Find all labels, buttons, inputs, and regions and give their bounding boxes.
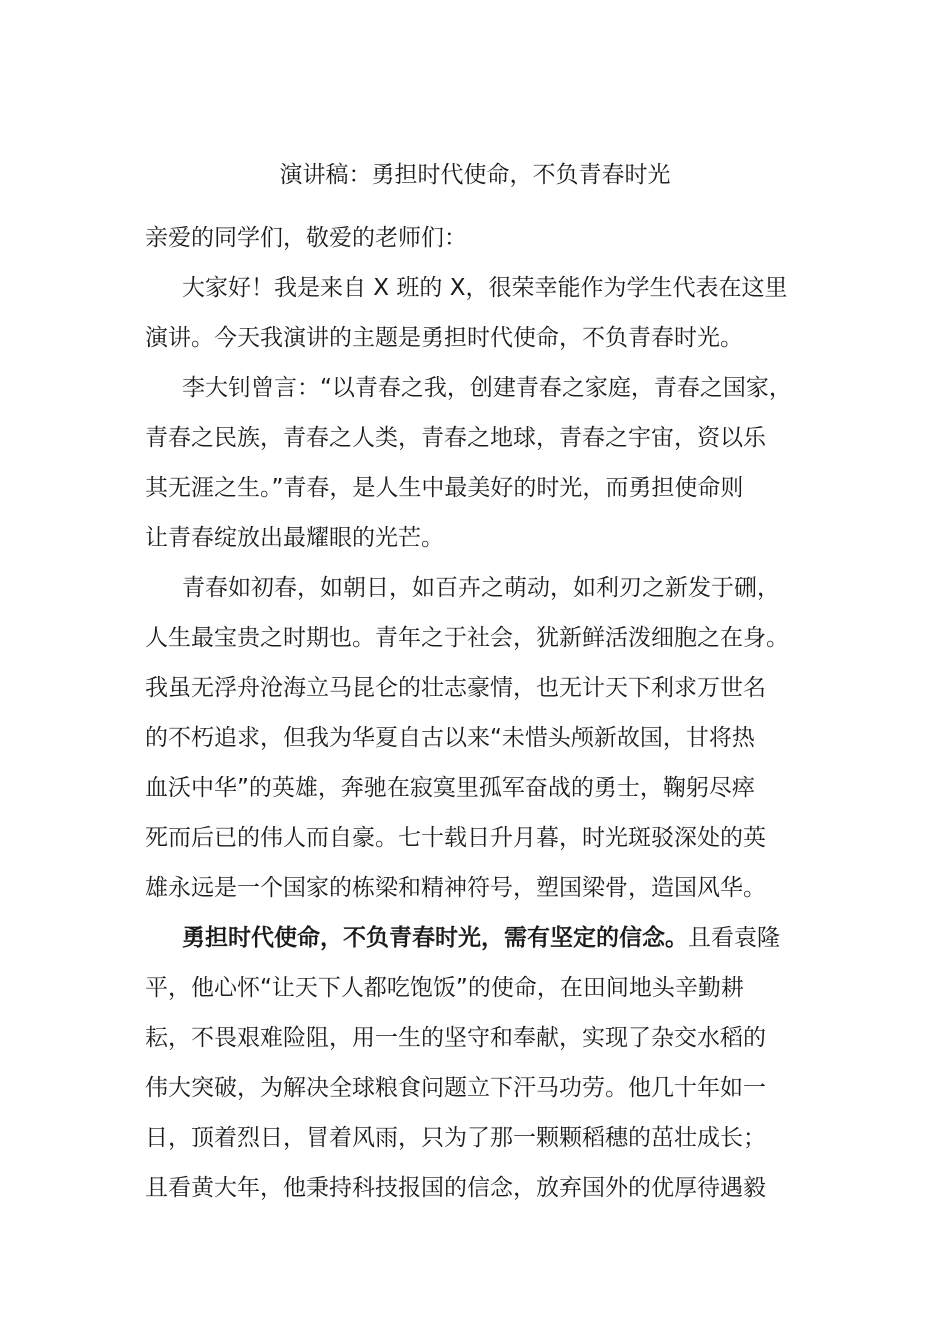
text-line bbox=[145, 1163, 810, 1213]
text-line bbox=[145, 1113, 810, 1163]
line-text: 亲爱的同学们，敬爱的老师们： bbox=[145, 225, 467, 251]
line-text: 伟大突破，为解决全球粮食问题立下汗马功劳。他几十年如一 bbox=[145, 1075, 766, 1101]
text-line bbox=[145, 563, 810, 613]
line-text: 且看黄大年，他秉持科技报国的信念，放弃国外的优厚待遇毅 bbox=[145, 1175, 766, 1201]
text-line bbox=[145, 613, 810, 663]
line-text: 平，他心怀“让天下人都吃饱饭”的使命，在田间地头辛勤耕 bbox=[145, 975, 744, 1001]
line-text: 演讲。今天我演讲的主题是勇担时代使命，不负青春时光。 bbox=[145, 325, 743, 351]
text-line bbox=[145, 1063, 810, 1113]
text-line bbox=[145, 763, 810, 813]
text-line bbox=[145, 913, 810, 963]
text-line bbox=[145, 713, 810, 763]
line-text: 死而后已的伟人而自豪。七十载日升月暮，时光斑驳深处的英 bbox=[145, 825, 766, 851]
text-line bbox=[145, 863, 810, 913]
line-text: 李大钊曾言：“以青春之我，创建青春之家庭，青春之国家， bbox=[182, 375, 792, 401]
bold-lead-sentence: 勇担时代使命，不负青春时光，需有坚定的信念。 bbox=[182, 925, 688, 951]
line-text: 让青春绽放出最耀眼的光芒。 bbox=[145, 525, 444, 551]
line-text: 人生最宝贵之时期也。青年之于社会，犹新鲜活泼细胞之在身。 bbox=[145, 625, 789, 651]
line-text: 青春如初春，如朝日，如百卉之萌动，如利刃之新发于硎， bbox=[182, 575, 780, 601]
line-text: 雄永远是一个国家的栋梁和精神符号，塑国梁骨，造国风华。 bbox=[145, 875, 766, 901]
text-line bbox=[145, 413, 810, 463]
text-line bbox=[145, 463, 810, 513]
text-line bbox=[145, 513, 810, 563]
line-text: 大家好！我是来自 X 班的 X，很荣幸能作为学生代表在这里 bbox=[182, 275, 788, 301]
line-text: 日，顶着烈日，冒着风雨，只为了那一颗颗稻穗的茁壮成长； bbox=[145, 1125, 766, 1151]
line-text: 青春之民族，青春之人类，青春之地球，青春之宇宙，资以乐 bbox=[145, 425, 766, 451]
text-line bbox=[145, 263, 810, 313]
text-line bbox=[145, 213, 810, 263]
line-text: 其无涯之生。”青春，是人生中最美好的时光，而勇担使命则 bbox=[145, 475, 744, 501]
text-line bbox=[145, 1013, 810, 1063]
text-line bbox=[145, 313, 810, 363]
text-line bbox=[145, 663, 810, 713]
text-line bbox=[145, 363, 810, 413]
line-text: 且看袁隆 bbox=[688, 925, 780, 951]
line-text: 血沃中华”的英雄，奔驰在寂寞里孤军奋战的勇士，鞠躬尽瘁 bbox=[145, 775, 755, 801]
line-text: 耘，不畏艰难险阻，用一生的坚守和奉献，实现了杂交水稻的 bbox=[145, 1025, 766, 1051]
text-line bbox=[145, 813, 810, 863]
line-text: 的不朽追求，但我为华夏自古以来“未惜头颅新故国，甘将热 bbox=[145, 725, 755, 751]
document-body bbox=[145, 213, 810, 1213]
text-line bbox=[145, 963, 810, 1013]
document-title: 演讲稿：勇担时代使命，不负青春时光 bbox=[279, 162, 671, 188]
line-text: 我虽无浮舟沧海立马昆仑的壮志豪情，也无计天下利求万世名 bbox=[145, 675, 766, 701]
